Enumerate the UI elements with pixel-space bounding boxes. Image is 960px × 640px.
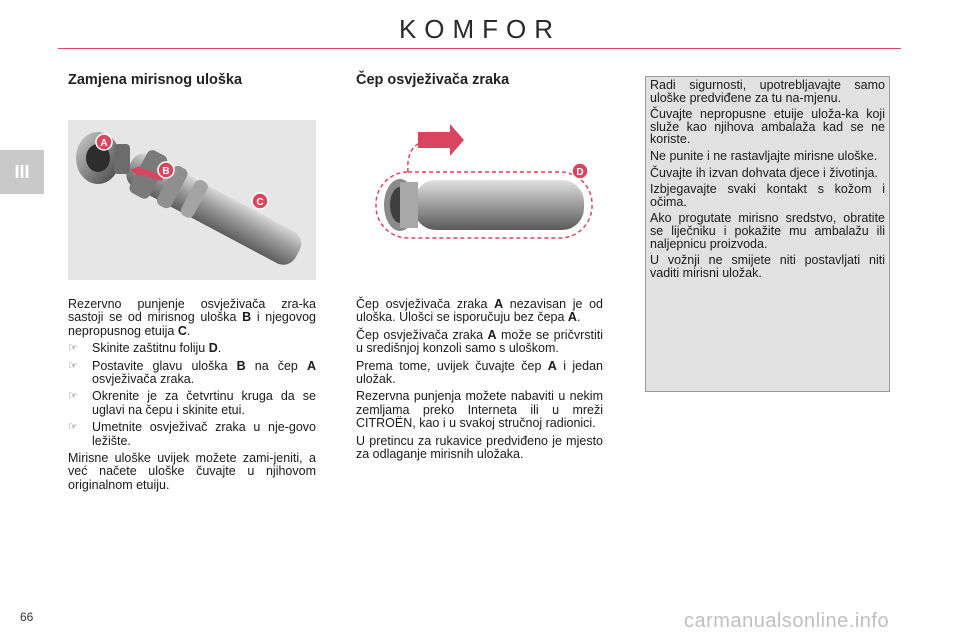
cap-para-3: Prema tome, uvijek čuvajte čep A i jedan uložak. bbox=[356, 358, 603, 387]
page-title: KOMFOR bbox=[398, 14, 562, 44]
step-1: ☞ Skinite zaštitnu foliju D. bbox=[68, 341, 222, 356]
callout-c bbox=[252, 193, 268, 209]
warning-4: Čuvajte ih izvan dohvata djece i životinja. bbox=[650, 165, 878, 180]
step-hand-icon: ☞ bbox=[68, 342, 78, 355]
svg-text:A: A bbox=[100, 138, 108, 149]
callout-b bbox=[158, 162, 174, 178]
section-heading-cap: Čep osvježivača zraka bbox=[356, 72, 510, 88]
cap-drawing bbox=[356, 120, 604, 280]
step-hand-icon: ☞ bbox=[68, 390, 78, 403]
cap-para-4: Rezervna punjenja možete nabaviti u nekim zemljama preko Interneta ili u mreži CITROËN, kao i u svakoj stručnoj radionici. bbox=[356, 389, 603, 431]
cap-para-5: U pretincu za rukavice predviđeno je mjesto za odlaganje mirisnih uložaka. bbox=[356, 433, 603, 462]
page-number: 66 bbox=[20, 610, 34, 624]
warning-7: U vožnji ne smijete niti postavljati niti vaditi mirisni uložak. bbox=[650, 253, 885, 280]
callout-d bbox=[572, 163, 588, 179]
step-hand-icon: ☞ bbox=[68, 359, 78, 372]
step-2: ☞ Postavite glavu uloška B na čep A osvježivača zraka. bbox=[68, 358, 316, 387]
warning-1: Radi sigurnosti, upotrebljavajte samo uloške predviđene za tu na-mjenu. bbox=[650, 78, 885, 105]
cap-para-1: Čep osvježivača zraka A nezavisan je od uloška. Ulošci se isporučuju bez čepa A. bbox=[356, 297, 603, 325]
svg-text:D: D bbox=[576, 167, 584, 178]
step-4: ☞ Umetnite osvježivač zraka u nje-govo ležište. bbox=[68, 420, 316, 448]
step-3: ☞ Okrenite je za četvrtinu kruga da se uglavi na čepu i skinite etui. bbox=[68, 389, 316, 417]
warning-5: Izbjegavajte svaki kontakt s kožom i očima. bbox=[650, 182, 885, 209]
section-heading-replace-cartridge: Zamjena mirisnog uloška bbox=[68, 72, 243, 88]
watermark: carmanualsonline.info bbox=[684, 610, 890, 632]
warning-2: Čuvajte nepropusne etuije uloža-ka koji služe kao njihova ambalaža kad se ne koriste. bbox=[650, 107, 885, 147]
svg-text:B: B bbox=[162, 166, 170, 177]
cap-illustration bbox=[356, 120, 604, 280]
cap-para-2: Čep osvježivača zraka A može se pričvrstiti u središnjoj konzoli samo s uloškom. bbox=[356, 327, 603, 356]
chapter-tab: III bbox=[0, 150, 44, 194]
step-hand-icon: ☞ bbox=[68, 421, 78, 434]
cartridge-drawing bbox=[68, 120, 316, 280]
svg-text:C: C bbox=[256, 197, 264, 208]
cartridge-outro: Mirisne uloške uvijek možete zami-jeniti, a već načete uloške čuvajte u njihovom originalnom etuiju. bbox=[68, 451, 316, 492]
cartridge-illustration bbox=[68, 120, 316, 280]
warning-6: Ako progutate mirisno sredstvo, obratite se liječniku i pokažite mu ambalažu ili naljepnicu proizvoda. bbox=[650, 211, 885, 251]
warning-3: Ne punite i ne rastavljajte mirisne uloške. bbox=[650, 148, 878, 163]
mid-column-text bbox=[356, 298, 603, 465]
cartridge-intro: Rezervno punjenje osvježivača zra-ka sastoji se od mirisnog uloška B i njegovog nepropusnog etuija C. bbox=[68, 297, 316, 338]
callout-a bbox=[96, 134, 112, 150]
title-rule bbox=[58, 48, 901, 49]
safety-warning-box bbox=[645, 76, 890, 392]
left-column-text bbox=[68, 298, 316, 496]
